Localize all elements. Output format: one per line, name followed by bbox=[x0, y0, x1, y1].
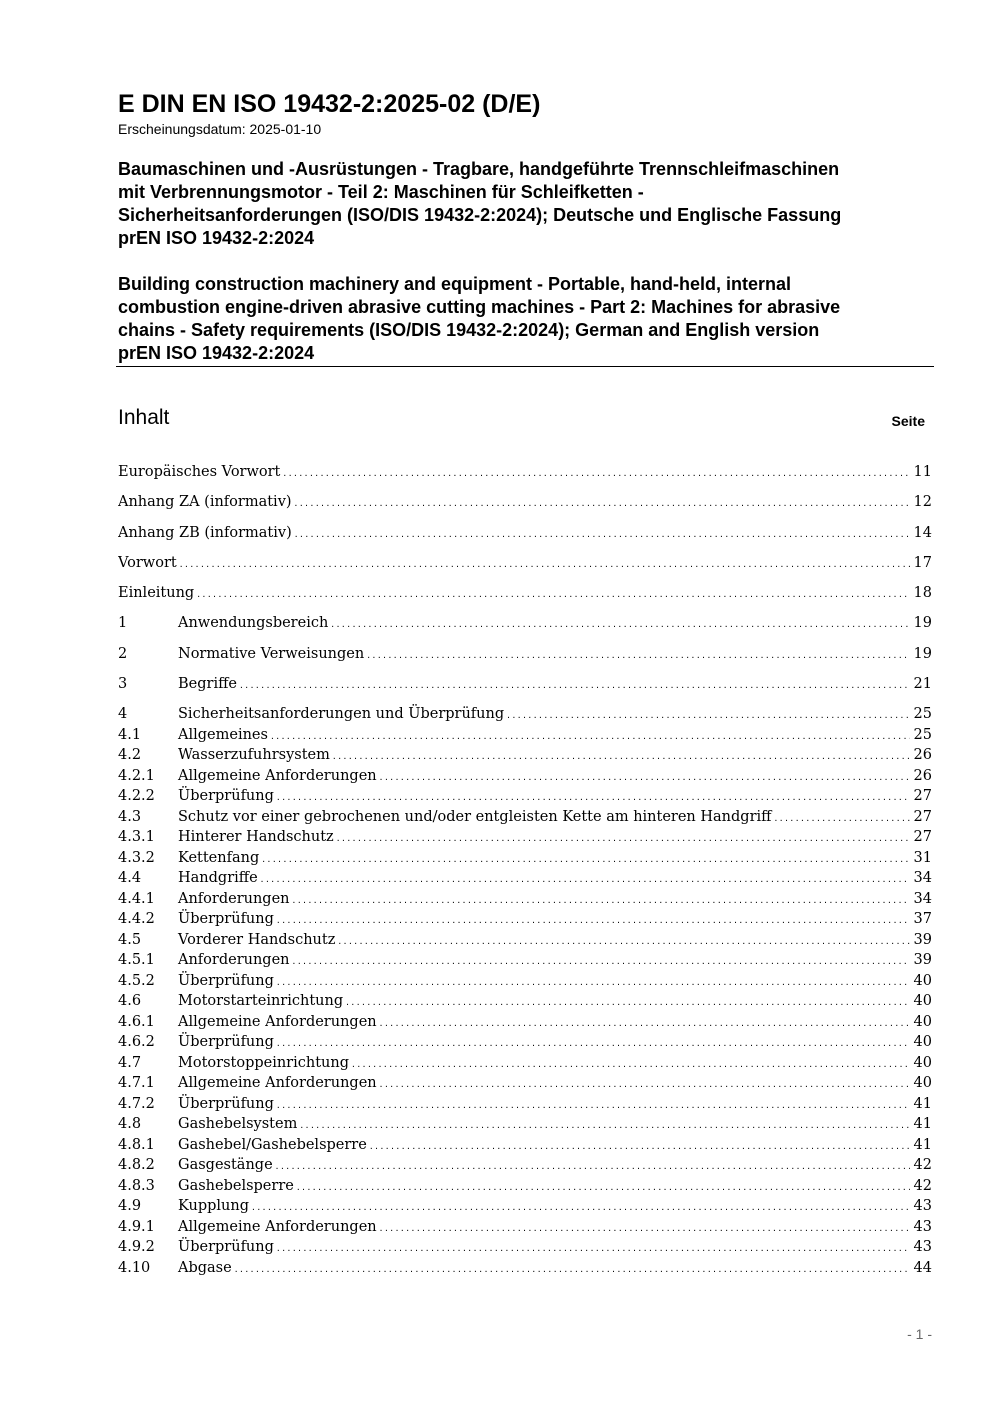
toc-entry[interactable] bbox=[118, 1196, 932, 1217]
toc-entry-number: 4.8.3 bbox=[118, 1177, 155, 1194]
title-english-line: chains - Safety requirements (ISO/DIS 19432-2:2024); German and English version bbox=[118, 320, 820, 340]
toc-entry-page: 40 bbox=[913, 993, 932, 1010]
toc-dot-leader bbox=[276, 1239, 910, 1258]
toc-entry-title: Überprüfung bbox=[178, 1239, 274, 1256]
toc-entry-page: 41 bbox=[913, 1136, 932, 1153]
toc-entry[interactable] bbox=[118, 766, 932, 787]
title-divider bbox=[116, 366, 934, 367]
toc-entry-page: 26 bbox=[913, 747, 932, 764]
toc-entry[interactable] bbox=[118, 1135, 932, 1156]
toc-dot-leader bbox=[292, 952, 910, 971]
toc-entry[interactable] bbox=[118, 644, 932, 665]
toc-dot-leader bbox=[276, 1034, 910, 1053]
toc-entry-number: 4.4.1 bbox=[118, 890, 155, 907]
page-number: - 1 - bbox=[907, 1326, 932, 1342]
toc-entry-title: Sicherheitsanforderungen und Überprüfung bbox=[178, 706, 505, 723]
toc-entry-page: 18 bbox=[913, 585, 932, 602]
toc-entry-page: 27 bbox=[913, 808, 932, 825]
title-german-line: prEN ISO 19432-2:2024 bbox=[118, 228, 315, 248]
publication-date: Erscheinungsdatum: 2025-01-10 bbox=[118, 121, 322, 137]
toc-entry-number: 4.1 bbox=[118, 726, 142, 743]
toc-entry-page: 43 bbox=[913, 1239, 932, 1256]
toc-entry-page: 19 bbox=[913, 645, 932, 662]
toc-entry-number: 4.10 bbox=[118, 1259, 151, 1276]
toc-entry-title: Gasgestänge bbox=[178, 1157, 273, 1174]
toc-entry-page: 40 bbox=[913, 1013, 932, 1030]
toc-entry-number: 4.9.2 bbox=[118, 1239, 155, 1256]
toc-entry-number: 4.8.2 bbox=[118, 1157, 155, 1174]
toc-entry[interactable] bbox=[118, 1155, 932, 1176]
toc-entry[interactable] bbox=[118, 909, 932, 930]
toc-entry-title: Anwendungsbereich bbox=[178, 615, 329, 632]
toc-entry[interactable] bbox=[118, 1032, 932, 1053]
toc-entry-title: Allgemeine Anforderungen bbox=[178, 1218, 377, 1235]
toc-dot-leader bbox=[351, 1055, 910, 1074]
toc-entry-number: 1 bbox=[118, 615, 128, 632]
toc-entry-page: 25 bbox=[913, 726, 932, 743]
toc-entry[interactable] bbox=[118, 1114, 932, 1135]
toc-entry-number: 4.9 bbox=[118, 1198, 142, 1215]
toc-dot-leader bbox=[294, 525, 910, 544]
title-german bbox=[118, 158, 938, 250]
toc-dot-leader bbox=[379, 1219, 910, 1238]
toc-dot-leader bbox=[179, 555, 910, 574]
toc-dot-leader bbox=[299, 1116, 910, 1135]
toc-dot-leader bbox=[234, 1260, 910, 1279]
toc-dot-leader bbox=[379, 1014, 910, 1033]
toc-dot-leader bbox=[366, 646, 910, 665]
toc-entry-page: 40 bbox=[913, 1054, 932, 1071]
toc-entry-number: 4.3.2 bbox=[118, 849, 155, 866]
toc-entry-title: Hinterer Handschutz bbox=[178, 829, 334, 846]
toc-entry-page: 12 bbox=[913, 494, 932, 511]
table-of-contents bbox=[118, 462, 932, 1278]
toc-entry-number: 4.4.2 bbox=[118, 911, 155, 928]
toc-dot-leader bbox=[260, 870, 910, 889]
toc-dot-leader bbox=[292, 891, 910, 910]
toc-dot-leader bbox=[336, 829, 910, 848]
toc-dot-leader bbox=[276, 1096, 910, 1115]
toc-entry-page: 40 bbox=[913, 1034, 932, 1051]
toc-dot-leader bbox=[379, 1075, 910, 1094]
toc-entry[interactable] bbox=[118, 1094, 932, 1115]
toc-entry-title: Kupplung bbox=[178, 1198, 250, 1215]
toc-entry[interactable] bbox=[118, 991, 932, 1012]
toc-dot-leader bbox=[196, 585, 910, 604]
toc-entry-page: 40 bbox=[913, 972, 932, 989]
toc-entry-title: Überprüfung bbox=[178, 1095, 274, 1112]
toc-dot-leader bbox=[261, 850, 910, 869]
toc-entry-page: 44 bbox=[913, 1259, 932, 1276]
toc-entry-number: 4.8 bbox=[118, 1116, 142, 1133]
toc-entry-title: Allgemeine Anforderungen bbox=[178, 767, 377, 784]
toc-entry-page: 43 bbox=[913, 1198, 932, 1215]
toc-dot-leader bbox=[294, 494, 910, 513]
toc-entry-page: 41 bbox=[913, 1095, 932, 1112]
toc-dot-leader bbox=[330, 615, 910, 634]
toc-entry[interactable] bbox=[118, 827, 932, 848]
toc-entry[interactable] bbox=[118, 553, 932, 574]
toc-entry-title: Kettenfang bbox=[178, 849, 260, 866]
toc-entry-number: 4.5.2 bbox=[118, 972, 155, 989]
toc-entry-page: 42 bbox=[913, 1157, 932, 1174]
toc-entry[interactable] bbox=[118, 725, 932, 746]
title-english bbox=[118, 273, 938, 365]
document-id: E DIN EN ISO 19432-2:2025-02 (D/E) bbox=[118, 90, 541, 118]
toc-entry-title: Anforderungen bbox=[178, 952, 290, 969]
toc-entry[interactable] bbox=[118, 462, 932, 483]
toc-dot-leader bbox=[296, 1178, 910, 1197]
toc-dot-leader bbox=[345, 993, 910, 1012]
toc-entry-title: Anhang ZB (informativ) bbox=[118, 524, 292, 541]
toc-dot-leader bbox=[379, 768, 910, 787]
toc-entry[interactable] bbox=[118, 950, 932, 971]
toc-entry-page: 42 bbox=[913, 1177, 932, 1194]
toc-entry[interactable] bbox=[118, 786, 932, 807]
toc-entry-title: Anforderungen bbox=[178, 890, 290, 907]
toc-entry-number: 4.5.1 bbox=[118, 952, 155, 969]
toc-dot-leader bbox=[270, 727, 910, 746]
toc-dot-leader bbox=[251, 1198, 910, 1217]
toc-entry[interactable] bbox=[118, 1012, 932, 1033]
toc-entry-number: 4.6.2 bbox=[118, 1034, 155, 1051]
toc-entry-number: 4.3.1 bbox=[118, 829, 155, 846]
toc-entry[interactable] bbox=[118, 1073, 932, 1094]
toc-entry-title: Anhang ZA (informativ) bbox=[118, 494, 292, 511]
toc-entry-number: 4.2.1 bbox=[118, 767, 155, 784]
toc-entry-title: Allgemeines bbox=[178, 726, 268, 743]
toc-entry-page: 37 bbox=[913, 911, 932, 928]
toc-dot-leader bbox=[337, 932, 910, 951]
toc-entry-title: Motorstarteinrichtung bbox=[178, 993, 344, 1010]
title-german-line: Baumaschinen und -Ausrüstungen - Tragbare, handgeführte Trennschleifmaschinen bbox=[118, 159, 840, 179]
toc-heading: Inhalt bbox=[118, 406, 170, 429]
toc-dot-leader bbox=[276, 973, 910, 992]
title-german-line: Sicherheitsanforderungen (ISO/DIS 19432-2:2024); Deutsche und Englische Fassung bbox=[118, 205, 842, 225]
toc-entry-page: 21 bbox=[913, 676, 932, 693]
toc-dot-leader bbox=[282, 464, 910, 483]
toc-entry-number: 4.7.1 bbox=[118, 1075, 155, 1092]
toc-dot-leader bbox=[276, 911, 910, 930]
toc-entry-number: 4.6 bbox=[118, 993, 142, 1010]
toc-entry-page: 34 bbox=[913, 890, 932, 907]
toc-entry[interactable] bbox=[118, 613, 932, 634]
toc-entry[interactable] bbox=[118, 1237, 932, 1258]
toc-entry-page: 39 bbox=[913, 952, 932, 969]
toc-entry-title: Handgriffe bbox=[178, 870, 258, 887]
toc-entry-title: Allgemeine Anforderungen bbox=[178, 1013, 377, 1030]
title-english-line: Building construction machinery and equipment - Portable, hand-held, internal bbox=[118, 274, 792, 294]
toc-entry-number: 4.2.2 bbox=[118, 788, 155, 805]
toc-entry-page: 25 bbox=[913, 706, 932, 723]
toc-entry-page: 31 bbox=[913, 849, 932, 866]
toc-dot-leader bbox=[239, 676, 910, 695]
toc-entry-page: 41 bbox=[913, 1116, 932, 1133]
toc-entry-number: 4.7.2 bbox=[118, 1095, 155, 1112]
toc-entry-title: Allgemeine Anforderungen bbox=[178, 1075, 377, 1092]
toc-entry-title: Europäisches Vorwort bbox=[118, 464, 281, 480]
toc-entry-number: 4.4 bbox=[118, 870, 142, 887]
toc-entry-title: Wasserzufuhrsystem bbox=[178, 747, 330, 764]
toc-entry-title: Überprüfung bbox=[178, 972, 274, 989]
toc-entry[interactable] bbox=[118, 1217, 932, 1238]
toc-entry-page: 11 bbox=[913, 464, 932, 480]
toc-entry[interactable] bbox=[118, 868, 932, 889]
toc-entry-page: 27 bbox=[913, 788, 932, 805]
toc-entry-page: 43 bbox=[913, 1218, 932, 1235]
toc-dot-leader bbox=[275, 1157, 910, 1176]
toc-entry[interactable] bbox=[118, 848, 932, 869]
toc-entry-title: Begriffe bbox=[178, 676, 237, 693]
toc-entry-number: 4.6.1 bbox=[118, 1013, 155, 1030]
toc-entry-page: 26 bbox=[913, 767, 932, 784]
toc-entry[interactable] bbox=[118, 674, 932, 695]
toc-dot-leader bbox=[773, 809, 910, 828]
toc-dot-leader bbox=[506, 706, 910, 725]
toc-entry-title: Abgase bbox=[178, 1259, 232, 1276]
toc-entry-title: Schutz vor einer gebrochenen und/oder entgleisten Kette am hinteren Handgriff bbox=[178, 808, 772, 825]
toc-entry-title: Normative Verweisungen bbox=[178, 645, 365, 662]
toc-dot-leader bbox=[276, 788, 910, 807]
toc-entry-title: Einleitung bbox=[118, 585, 195, 602]
toc-entry[interactable] bbox=[118, 492, 932, 513]
toc-entry[interactable] bbox=[118, 745, 932, 766]
toc-entry-title: Vorwort bbox=[118, 554, 177, 571]
toc-entry[interactable] bbox=[118, 1176, 932, 1197]
toc-entry-number: 4.9.1 bbox=[118, 1218, 155, 1235]
toc-entry-number: 4.2 bbox=[118, 747, 142, 764]
toc-entry-number: 2 bbox=[118, 645, 128, 662]
toc-entry-number: 4.7 bbox=[118, 1054, 142, 1071]
toc-entry[interactable] bbox=[118, 971, 932, 992]
toc-entry[interactable] bbox=[118, 1258, 932, 1279]
title-german-line: mit Verbrennungsmotor - Teil 2: Maschinen für Schleifketten - bbox=[118, 182, 644, 202]
toc-entry-page: 19 bbox=[913, 615, 932, 632]
toc-entry-title: Überprüfung bbox=[178, 788, 274, 805]
toc-entry-page: 14 bbox=[913, 524, 932, 541]
title-english-line: combustion engine-driven abrasive cutting machines - Part 2: Machines for abrasive bbox=[118, 297, 841, 317]
toc-entry[interactable] bbox=[118, 1053, 932, 1074]
title-english-line: prEN ISO 19432-2:2024 bbox=[118, 343, 315, 363]
toc-page-column-label: Seite bbox=[891, 413, 925, 429]
toc-entry-page: 34 bbox=[913, 870, 932, 887]
toc-entry[interactable] bbox=[118, 930, 932, 951]
toc-entry-title: Gashebelsystem bbox=[178, 1116, 298, 1133]
toc-entry-page: 40 bbox=[913, 1075, 932, 1092]
toc-entry[interactable] bbox=[118, 704, 932, 725]
toc-entry-number: 4.8.1 bbox=[118, 1136, 155, 1153]
toc-entry-page: 27 bbox=[913, 829, 932, 846]
toc-dot-leader bbox=[369, 1137, 910, 1156]
toc-entry[interactable] bbox=[118, 523, 932, 544]
toc-entry-title: Gashebelsperre bbox=[178, 1177, 294, 1194]
toc-entry-number: 4.3 bbox=[118, 808, 142, 825]
toc-entry-title: Motorstoppeinrichtung bbox=[178, 1054, 349, 1071]
toc-entry[interactable] bbox=[118, 583, 932, 604]
toc-entry-page: 17 bbox=[913, 554, 932, 571]
toc-entry-page: 39 bbox=[913, 931, 932, 948]
toc-entry-title: Überprüfung bbox=[178, 911, 274, 928]
toc-entry-number: 4 bbox=[118, 706, 128, 723]
toc-entry-number: 4.5 bbox=[118, 931, 142, 948]
toc-entry[interactable] bbox=[118, 807, 932, 828]
toc-dot-leader bbox=[332, 747, 910, 766]
toc-entry-number: 3 bbox=[118, 676, 128, 693]
toc-entry-title: Gashebel/Gashebelsperre bbox=[178, 1136, 367, 1153]
toc-entry[interactable] bbox=[118, 889, 932, 910]
toc-entry-title: Vorderer Handschutz bbox=[178, 931, 336, 948]
toc-entry-title: Überprüfung bbox=[178, 1034, 274, 1051]
